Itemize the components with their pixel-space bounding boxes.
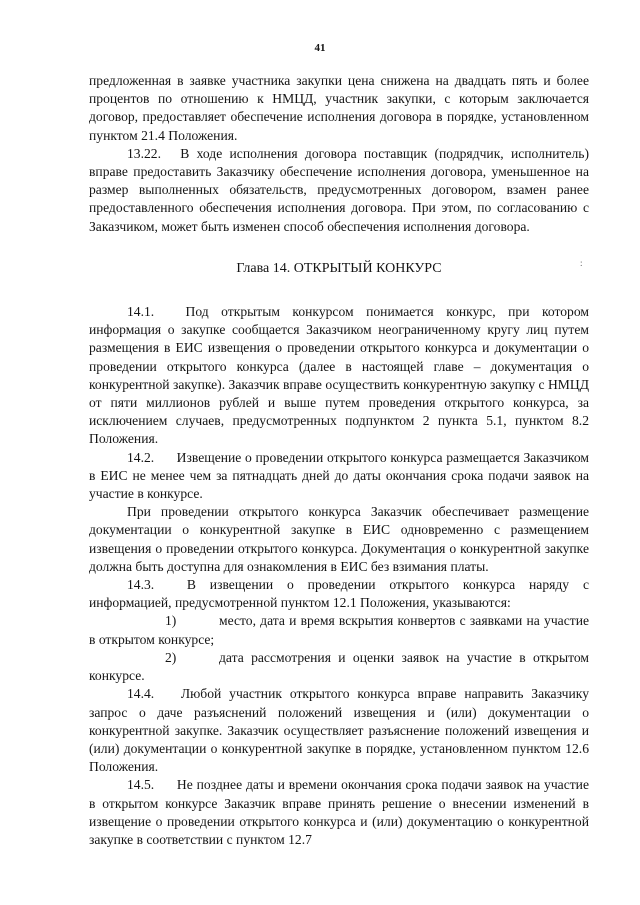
list-item-number: 1) <box>165 613 177 629</box>
paragraph-text: При проведении открытого конкурса Заказчик обеспечивает размещение документации о конкурентной закупке в ЕИС одновременно с размещением извещения о проведении открытого конкурса. Документация о конкурентной закупке должна быть доступна для ознакомления в ЕИС без взимания платы. <box>89 504 589 574</box>
paragraph-continuation <box>89 72 589 145</box>
paragraph-14-1 <box>89 303 589 449</box>
paragraph-number: 14.2. <box>127 449 155 465</box>
paragraph-text: Извещение о проведении открытого конкурса размещается Заказчиком в ЕИС не менее чем за пятнадцать дней до даты окончания срока подачи заявок на участие в конкурсе. <box>89 449 589 502</box>
paragraph-text: предложенная в заявке участника закупки цена снижена на двадцать пять и более процентов по отношению к НМЦД, участник закупки, с которым заключается договор, предоставляет обеспечение исполнения договора в порядке, установленном пунктом 21.4 Положения. <box>89 73 589 143</box>
paragraph-number: 14.1. <box>127 304 155 320</box>
list-item-1 <box>89 612 589 648</box>
paragraph-number: 14.5. <box>127 777 155 793</box>
paragraph-text: Любой участник открытого конкурса вправе направить Заказчику запрос о даче разъяснений положений извещения и (или) документации о конкурентной закупке. Заказчик осуществляет разъяснение положений извещения и (или) документации о конкурентной закупке в порядке, установленном пунктом 12.6 Положения. <box>89 686 589 775</box>
list-item-number: 2) <box>165 649 177 665</box>
paragraph-text: В извещении о проведении открытого конкурса наряду с информацией, предусмотренной пунктом 12.1 Положения, указываются: <box>89 577 589 611</box>
paragraph-14-2 <box>89 449 589 504</box>
paragraph-text: В ходе исполнения договора поставщик (подрядчик, исполнитель) вправе предоставить Заказчику обеспечение исполнения договора, уменьшенное на размер выполненных обязательств, предусмотренных договором, взамен ранее предоставленного обеспечения исполнения договора. При этом, по согласованию с Заказчиком, может быть изменен способ обеспечения исполнения договора. <box>89 145 589 234</box>
paragraph-14-4 <box>89 685 589 776</box>
paragraph-number: 13.22. <box>127 145 161 161</box>
list-item-2 <box>89 649 589 685</box>
paragraph-13-22 <box>89 145 589 236</box>
chapter-title: Глава 14. ОТКРЫТЫЙ КОНКУРС <box>236 260 442 276</box>
scan-speck: : <box>580 258 583 268</box>
list-item-text: место, дата и время вскрытия конвертов с заявками на участие в открытом конкурсе; <box>89 613 589 647</box>
paragraph-14-3 <box>89 576 589 612</box>
paragraph-text: Не позднее даты и времени окончания срока подачи заявок на участие в открытом конкурсе Заказчик вправе принять решение о внесении изменений в извещение о проведении открытого конкурса и (или) документацию о конкурентной закупке в соответствии с пунктом 12.7 <box>89 777 589 847</box>
document-body <box>89 72 589 849</box>
paragraph-number: 14.3. <box>127 577 155 593</box>
page-number: 41 <box>314 42 326 54</box>
list-item-text: дата рассмотрения и оценки заявок на участие в открытом конкурсе. <box>89 649 589 684</box>
paragraph-number: 14.4. <box>127 686 155 702</box>
paragraph-text: Под открытым конкурсом понимается конкурс, при котором информация о закупке сообщается Заказчиком неограниченному кругу лиц путем размещения в ЕИС извещения о проведении открытого конкурса и документации о проведении открытого конкурса (далее в настоящей главе – документация о конкурентной закупке). Заказчик вправе осуществить конкурентную закупку с НМЦД от пяти миллионов рублей и выше путем проведения открытого конкурса, за исключением случаев, предусмотренных подпунктом 2 пункта 5.1, пунктом 8.2 Положения. <box>89 304 589 447</box>
paragraph-14-2-continuation <box>89 503 589 576</box>
paragraph-14-5 <box>89 776 589 849</box>
